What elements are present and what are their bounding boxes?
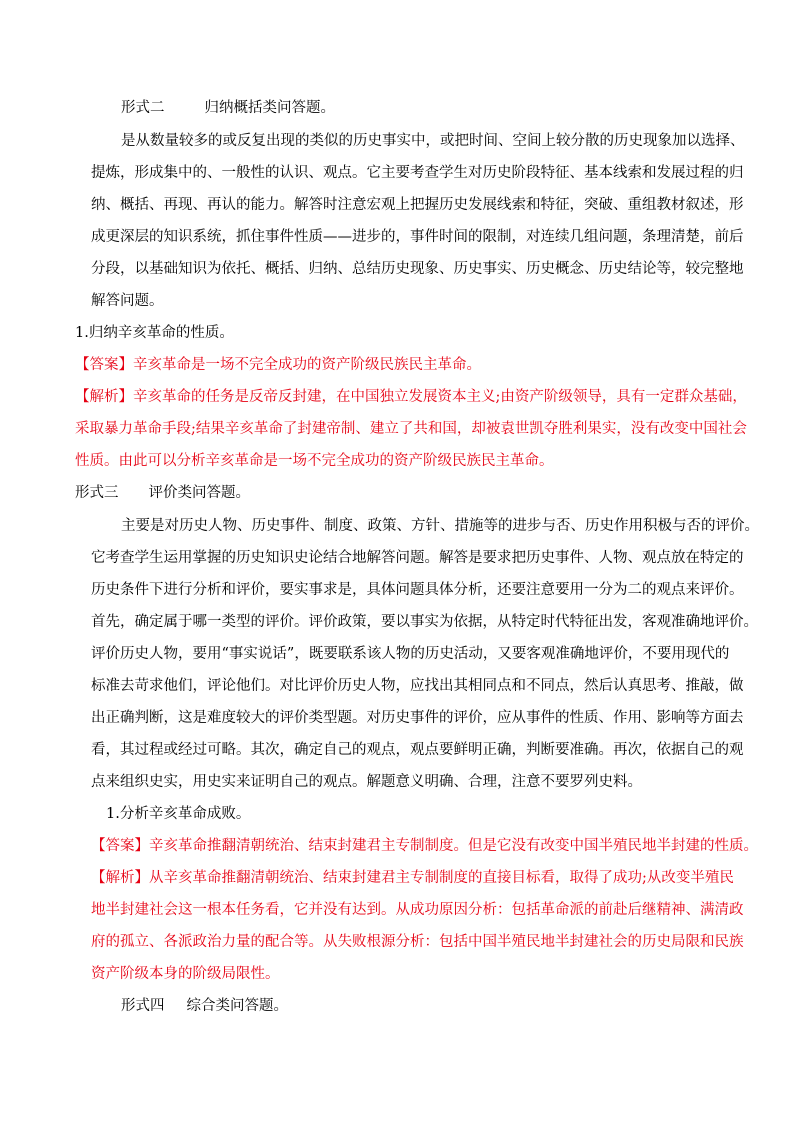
section4-title: 综合类问答题。 xyxy=(186,998,288,1014)
section2-label: 形式二 xyxy=(121,100,165,116)
section3-analysis-line: 地半封建社会这一根本任务看，它并没有达到。从成功原因分析：包括革命派的前赴后继精神、满清政 xyxy=(91,902,744,918)
section2-para-line: 是从数量较多的或反复出现的类似的历史事实中，或把时间、空间上较分散的历史现象加以选择、 xyxy=(121,133,745,149)
section3-label: 形式三 xyxy=(75,485,119,501)
section3-para-line: 看，其过程或经过可略。其次，确定自己的观点，观点要鲜明正确，判断要准确。再次，依据自己的观 xyxy=(91,742,744,758)
section2-analysis-line: 采取暴力革命手段;结果辛亥革命了封建帝制、建立了共和国，却被袁世凯夺胜利果实，没有改变中国社会 xyxy=(75,421,747,437)
section2-para-line: 成更深层的知识系统，抓住事件性质——进步的，事件时间的限制，对连续几组问题，条理清楚，前后 xyxy=(91,229,744,245)
section2-question: 1.归纳辛亥革命的性质。 xyxy=(75,325,234,341)
section3-title: 评价类问答题。 xyxy=(148,485,250,501)
section4-heading xyxy=(121,996,288,1016)
section3-question: 1.分析辛亥革命成败。 xyxy=(106,806,251,822)
section2-answer: 【答案】辛亥革命是一场不完全成功的资产阶级民族民主革命。 xyxy=(75,357,481,373)
section3-analysis-line: 【解析】从辛亥革命推翻清朝统治、结束封建君主专制制度的直接目标看，取得了成功;从改变半殖民 xyxy=(91,870,734,886)
section2-analysis-line: 【解析】辛亥革命的任务是反帝反封建，在中国独立发展资本主义;由资产阶级领导，具有一定群众基础， xyxy=(75,389,747,405)
section2-para-line: 纳、概括、再现、再认的能力。解答时注意宏观上把握历史发展线索和特征，突破、重组教材叙述，形 xyxy=(91,197,744,213)
section2-para-line: 提炼，形成集中的、一般性的认识、观点。它主要考查学生对历史阶段特征、基本线索和发展过程的归 xyxy=(91,165,744,181)
section3-para-line: 评价历史人物，要用“事实说话”，既要联系该人物的历史活动，又要客观准确地评价，不要用现代的 xyxy=(91,646,730,662)
section3-para-line: 它考查学生运用掌握的历史知识史论结合地解答问题。解答是要求把历史事件、人物、观点放在特定的 xyxy=(91,550,744,566)
section2-para-line: 解答问题。 xyxy=(91,293,164,309)
section3-para-line: 历史条件下进行分析和评价，要实事求是，具体问题具体分析，还要注意要用一分为二的观点来评价。 xyxy=(91,582,744,598)
section2-heading xyxy=(121,98,335,118)
section3-analysis-line: 资产阶级本身的阶级局限性。 xyxy=(91,966,280,982)
section3-analysis-line: 府的孤立、各派政治力量的配合等。从失败根源分析：包括中国半殖民地半封建社会的历史局限和民族 xyxy=(91,934,744,950)
section2-analysis-line: 性质。由此可以分析辛亥革命是一场不完全成功的资产阶级民族民主革命。 xyxy=(75,453,554,469)
section2-title: 归纳概括类问答题。 xyxy=(204,100,335,116)
section3-para-line: 首先，确定属于哪一类型的评价。评价政策，要以事实为依据，从特定时代特征出发，客观准确地评价。 xyxy=(91,614,758,630)
section3-answer: 【答案】辛亥革命推翻清朝统治、结束封建君主专制制度。但是它没有改变中国半殖民地半封建的性质。 xyxy=(91,838,758,854)
section3-heading xyxy=(75,483,250,503)
section3-para-line: 出正确判断，这是难度较大的评价类型题。对历史事件的评价，应从事件的性质、作用、影响等方面去 xyxy=(91,710,744,726)
section3-para-line: 主要是对历史人物、历史事件、制度、政策、方针、措施等的进步与否、历史作用积极与否的评价。 xyxy=(121,518,759,534)
section3-para-line: 点来组织史实，用史实来证明自己的观点。解题意义明确、合理，注意不要罗列史料。 xyxy=(91,774,642,790)
section3-para-line: 标准去苛求他们，评论他们。对比评价历史人物，应找出其相同点和不同点，然后认真思考、推敲，做 xyxy=(91,678,744,694)
section4-label: 形式四 xyxy=(121,998,165,1014)
section2-para-line: 分段，以基础知识为依托、概括、归纳、总结历史现象、历史事实、历史概念、历史结论等，较完整地 xyxy=(91,261,744,277)
